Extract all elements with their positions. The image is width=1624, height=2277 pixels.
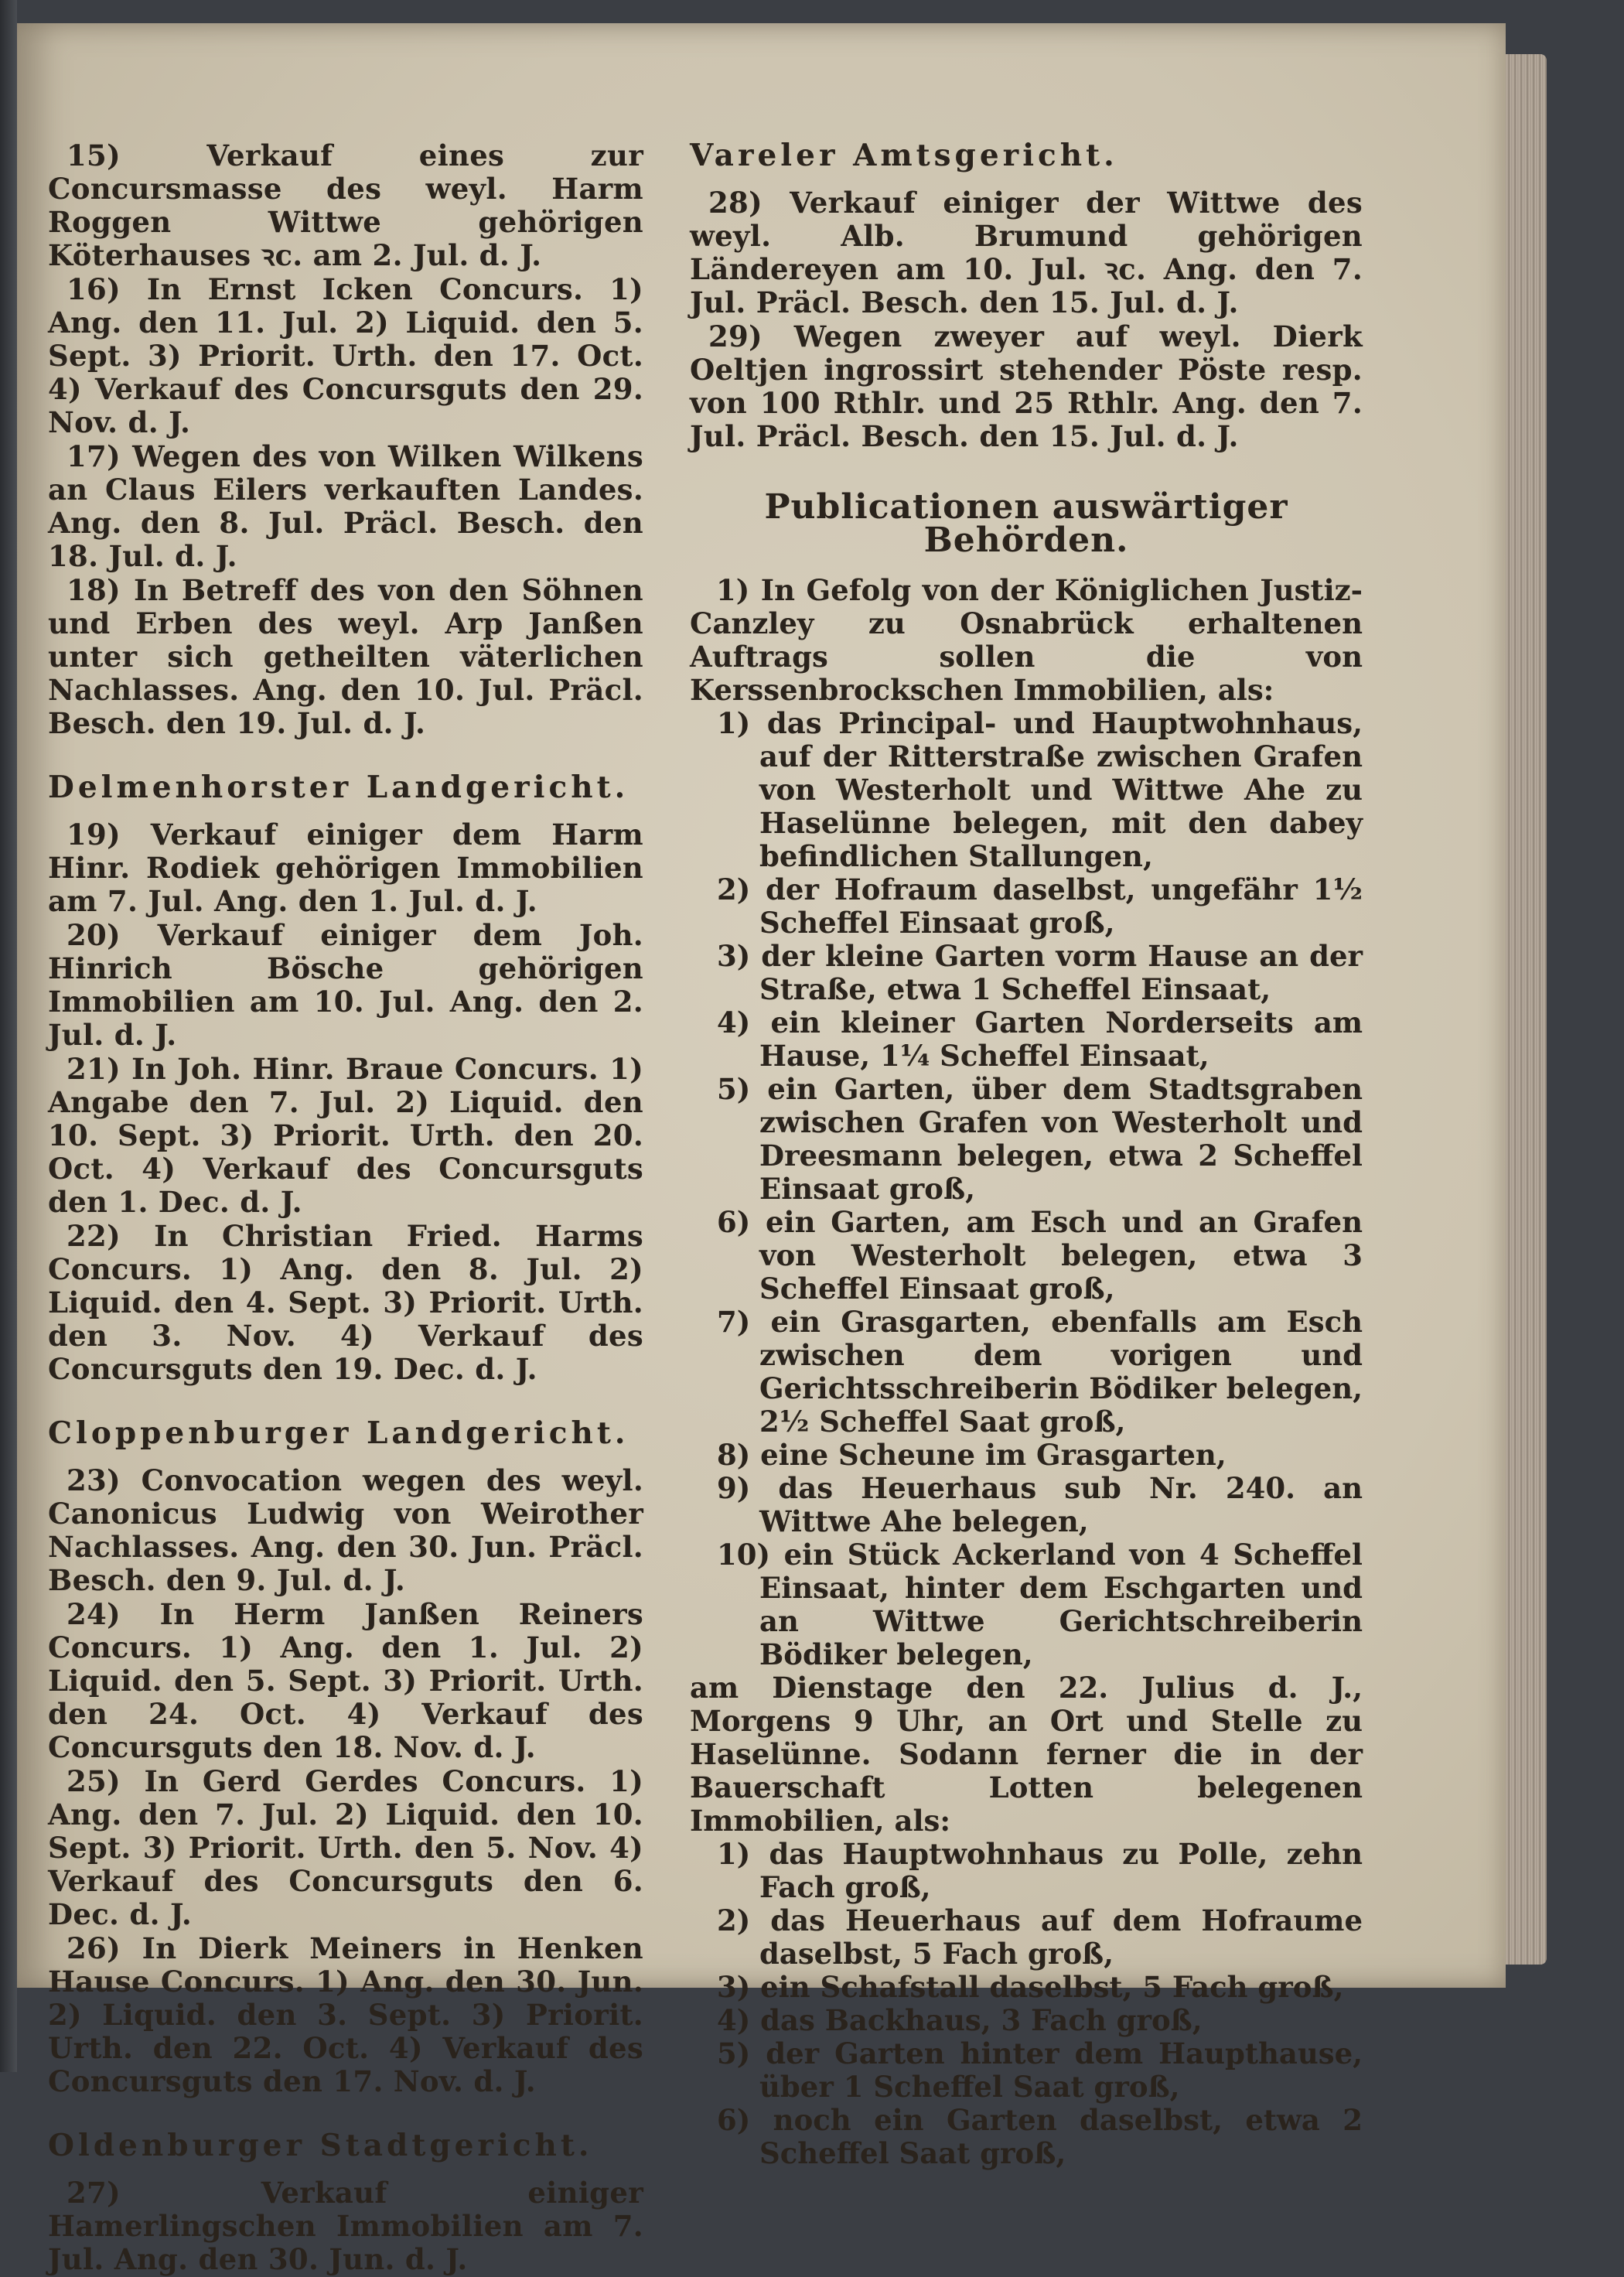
auction-date-paragraph: am Dienstage den 22. Julius d. J., Morgens 9 Uhr, an Ort und Stelle zu Haselünne. Sodann ferner die in der Bauerschaft Lotten belegenen Immobilien, als: (690, 1671, 1363, 1838)
right-column (690, 139, 1363, 2170)
entry-19: 19) Verkauf einiger dem Harm Hinr. Rodiek gehörigen Immobilien am 7. Jul. Ang. den 1. Jul. d. J. (48, 818, 643, 918)
entry-23: 23) Convocation wegen des weyl. Canonicus Ludwig von Weirother Nachlasses. Ang. den 30. Jun. Präcl. Besch. den 9. Jul. d. J. (48, 1463, 643, 1597)
property-item: 3) der kleine Garten vorm Hause an der Straße, etwa 1 Scheffel Einsaat, (717, 939, 1363, 1006)
entry-29: 29) Wegen zweyer auf weyl. Dierk Oeltjen ingrossirt stehender Pöste resp. von 100 Rthlr. und 25 Rthlr. Ang. den 7. Jul. Präcl. Besch. den 15. Jul. d. J. (690, 319, 1363, 453)
lotten-property-item: 1) das Hauptwohnhaus zu Polle, zehn Fach groß, (717, 1837, 1363, 1904)
section-title-publications: Publicationen auswärtiger Behörden. (764, 487, 1288, 560)
heading-delmenhorst: Delmenhorster Landgericht. (48, 770, 629, 805)
left-column (48, 139, 643, 2277)
entry-25: 25) In Gerd Gerdes Concurs. 1) Ang. den 7. Jul. 2) Liquid. den 10. Sept. 3) Priorit. Urth. den 5. Nov. 4) Verkauf des Concursguts den 6. Dec. d. J. (48, 1764, 643, 1931)
property-item: 7) ein Grasgarten, ebenfalls am Esch zwischen dem vorigen und Gerichtsschreiberin Bödiker belegen, 2½ Scheffel Saat groß, (717, 1305, 1363, 1439)
lotten-property-item: 5) der Garten hinter dem Haupthause, über 1 Scheffel Saat groß, (717, 2036, 1363, 2104)
property-item: 6) ein Garten, am Esch und an Grafen von Westerholt belegen, etwa 3 Scheffel Einsaat groß, (717, 1205, 1363, 1306)
property-item: 8) eine Scheune im Grasgarten, (717, 1438, 1227, 1472)
entry-22: 22) In Christian Fried. Harms Concurs. 1) Ang. den 8. Jul. 2) Liquid. den 4. Sept. 3) Priorit. Urth. den 3. Nov. 4) Verkauf des Concursguts den 19. Dec. d. J. (48, 1219, 643, 1386)
heading-varel: Vareler Amtsgericht. (690, 138, 1118, 173)
entry-20: 20) Verkauf einiger dem Joh. Hinrich Bösche gehörigen Immobilien am 10. Jul. Ang. den 2. Jul. d. J. (48, 918, 643, 1052)
book-binding (0, 0, 17, 2072)
heading-cloppenburg: Cloppenburger Landgericht. (48, 1415, 629, 1451)
book-page (17, 23, 1506, 2276)
entry-16: 16) In Ernst Icken Concurs. 1) Ang. den 11. Jul. 2) Liquid. den 5. Sept. 3) Priorit. Urth. den 17. Oct. 4) Verkauf des Concursguts den 29. Nov. d. J. (48, 272, 643, 439)
entry-24: 24) In Herm Janßen Reiners Concurs. 1) Ang. den 1. Jul. 2) Liquid. den 5. Sept. 3) Priorit. Urth. den 24. Oct. 4) Verkauf des Concursguts den 18. Nov. d. J. (48, 1597, 643, 1764)
lotten-property-item: 4) das Backhaus, 3 Fach groß, (717, 2003, 1203, 2037)
property-item: 4) ein kleiner Garten Norderseits am Hause, 1¼ Scheffel Einsaat, (717, 1005, 1363, 1073)
lotten-property-item: 2) das Heuerhaus auf dem Hofraume daselbst, 5 Fach groß, (717, 1903, 1363, 1971)
heading-oldenburg: Oldenburger Stadtgericht. (48, 2128, 593, 2163)
entry-18: 18) In Betreff des von den Söhnen und Erben des weyl. Arp Janßen unter sich getheilten väterlichen Nachlasses. Ang. den 10. Jul. Präcl. Besch. den 19. Jul. d. J. (48, 573, 643, 740)
property-item: 10) ein Stück Ackerland von 4 Scheffel Einsaat, hinter dem Eschgarten und an Wittwe Gerichtschreiberin Bödiker belegen, (717, 1538, 1363, 1671)
entry-28: 28) Verkauf einiger der Wittwe des weyl. Alb. Brumund gehörigen Ländereyen am 10. Jul. ꝛc. Ang. den 7. Jul. Präcl. Besch. den 15. Jul. d. J. (690, 186, 1363, 319)
property-item: 1) das Principal- und Hauptwohnhaus, auf der Ritterstraße zwischen Grafen von Westerholt und Wittwe Ahe zu Haselünne belegen, mit den dabey befindlichen Stallungen, (717, 706, 1363, 873)
property-item: 5) ein Garten, über dem Stadtsgraben zwischen Grafen von Westerholt und Dreesmann belegen, etwa 2 Scheffel Einsaat groß, (717, 1072, 1363, 1206)
entry-17: 17) Wegen des von Wilken Wilkens an Claus Eilers verkauften Landes. Ang. den 8. Jul. Präcl. Besch. den 18. Jul. d. J. (48, 439, 643, 573)
lotten-property-item: 6) noch ein Garten daselbst, etwa 2 Scheffel Saat groß, (717, 2103, 1363, 2170)
entry-15: 15) Verkauf eines zur Concursmasse des weyl. Harm Roggen Wittwe gehörigen Köterhauses ꝛc. am 2. Jul. d. J. (48, 138, 643, 272)
publication-intro: 1) In Gefolg von der Königlichen Justiz-Canzley zu Osnabrück erhaltenen Auftrags sollen die von Kerssenbrockschen Immobilien, als: (690, 573, 1363, 707)
entry-21: 21) In Joh. Hinr. Braue Concurs. 1) Angabe den 7. Jul. 2) Liquid. den 10. Sept. 3) Priorit. Urth. den 20. Oct. 4) Verkauf des Concursguts den 1. Dec. d. J. (48, 1052, 643, 1219)
lotten-property-item: 3) ein Schafstall daselbst, 5 Fach groß, (717, 1970, 1344, 2004)
property-item: 2) der Hofraum daselbst, ungefähr 1½ Scheffel Einsaat groß, (717, 872, 1363, 940)
entry-27: 27) Verkauf einiger Hamerlingschen Immobilien am 7. Jul. Ang. den 30. Jun. d. J. (48, 2176, 643, 2276)
property-item: 9) das Heuerhaus sub Nr. 240. an Wittwe Ahe belegen, (717, 1471, 1363, 1538)
entry-26: 26) In Dierk Meiners in Henken Hause Concurs. 1) Ang. den 30. Jun. 2) Liquid. den 3. Sept. 3) Priorit. Urth. den 22. Oct. 4) Verkauf des Concursguts den 17. Nov. d. J. (48, 1931, 643, 2098)
